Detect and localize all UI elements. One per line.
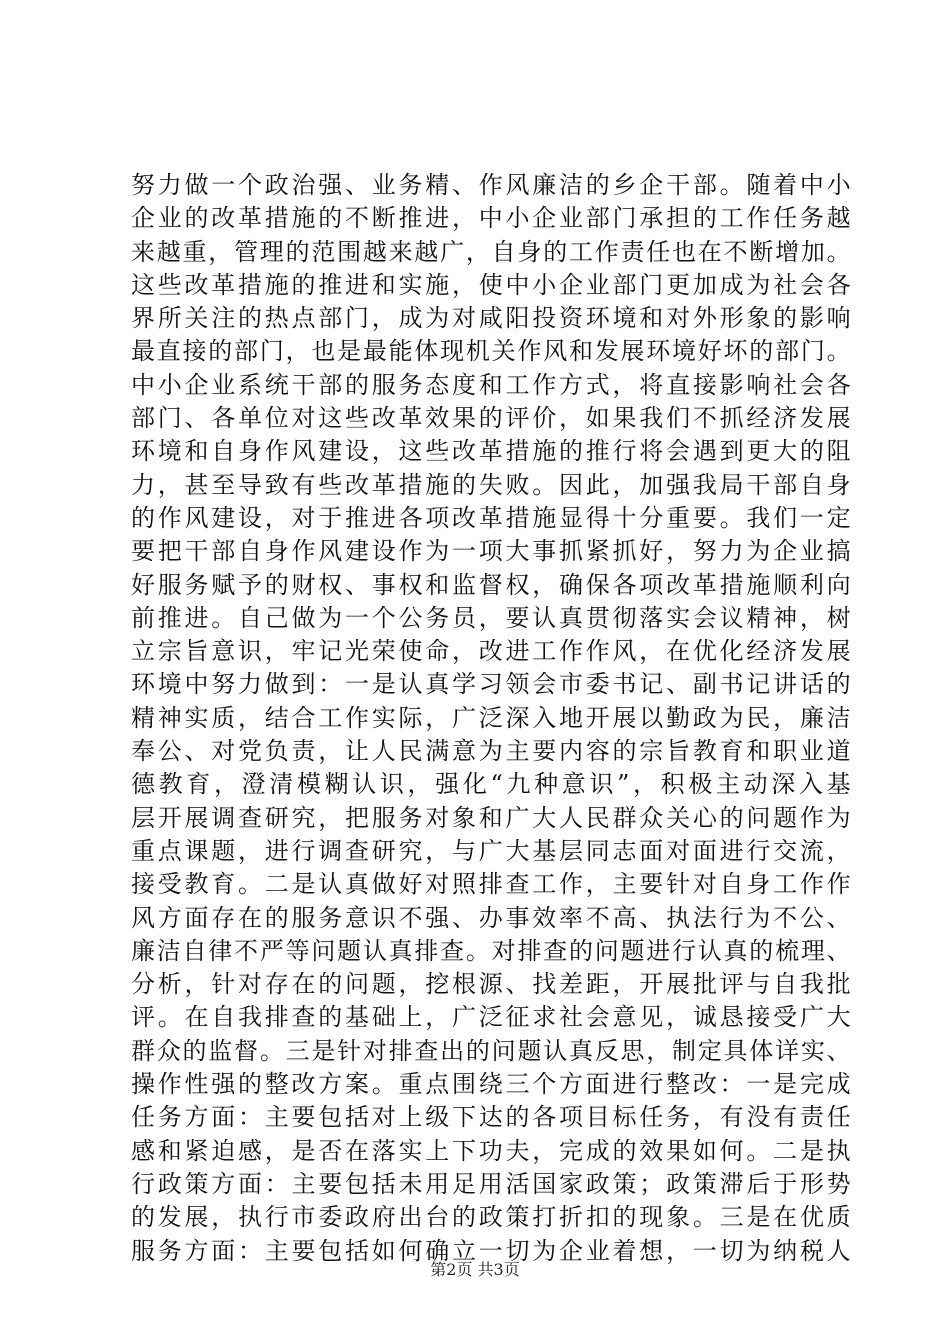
text-line: 群众的监督。三是针对排查出的问题认真反思，制定具体详实、 bbox=[131, 1036, 851, 1065]
page-footer: 第2页 共3页 bbox=[430, 1260, 520, 1279]
text-line: 界所关注的热点部门，成为对咸阳投资环境和对外形象的影响 bbox=[131, 304, 851, 333]
text-line: 中小企业系统干部的服务态度和工作方式，将直接影响社会各 bbox=[131, 370, 851, 399]
text-line: 评。在自我排查的基础上，广泛征求社会意见，诚恳接受广大 bbox=[131, 1003, 851, 1032]
text-line: 这些改革措施的推进和实施，使中小企业部门更加成为社会各 bbox=[131, 270, 851, 299]
text-line: 环境和自身作风建设，这些改革措施的推行将会遇到更大的阻 bbox=[131, 437, 851, 466]
text-line: 企业的改革措施的不断推进，中小企业部门承担的工作任务越 bbox=[131, 204, 851, 233]
text-line: 廉洁自律不严等问题认真排查。对排查的问题进行认真的梳理、 bbox=[131, 936, 851, 965]
text-line: 风方面存在的服务意识不强、办事效率不高、执法行为不公、 bbox=[131, 903, 851, 932]
text-line: 任务方面：主要包括对上级下达的各项目标任务，有没有责任 bbox=[131, 1103, 851, 1132]
text-line: 操作性强的整改方案。重点围绕三个方面进行整改：一是完成 bbox=[131, 1070, 851, 1099]
text-line: 行政策方面：主要包括未用足用活国家政策；政策滞后于形势 bbox=[131, 1169, 851, 1198]
text-line: 服务方面：主要包括如何确立一切为企业着想，一切为纳税人 bbox=[131, 1236, 851, 1265]
text-line: 环境中努力做到：一是认真学习领会市委书记、副书记讲话的 bbox=[131, 670, 851, 699]
text-line: 层开展调查研究，把服务对象和广大人民群众关心的问题作为 bbox=[131, 803, 851, 832]
text-line: 精神实质，结合工作实际，广泛深入地开展以勤政为民，廉洁 bbox=[131, 703, 851, 732]
text-line: 最直接的部门，也是最能体现机关作风和发展环境好坏的部门。 bbox=[131, 337, 851, 366]
text-line: 感和紧迫感，是否在落实上下功夫，完成的效果如何。二是执 bbox=[131, 1136, 851, 1165]
text-line: 的发展，执行市委政府出台的政策打折扣的现象。三是在优质 bbox=[131, 1203, 851, 1232]
text-line: 奉公、对党负责，让人民满意为主要内容的宗旨教育和职业道 bbox=[131, 737, 851, 766]
text-line: 努力做一个政治强、业务精、作风廉洁的乡企干部。随着中小 bbox=[131, 171, 851, 199]
text-line: 立宗旨意识，牢记光荣使命，改进工作作风，在优化经济发展 bbox=[131, 637, 851, 666]
text-line: 部门、各单位对这些改革效果的评价，如果我们不抓经济发展 bbox=[131, 404, 851, 433]
text-line: 的作风建设，对于推进各项改革措施显得十分重要。我们一定 bbox=[131, 503, 851, 532]
text-line: 分析，针对存在的问题，挖根源、找差距，开展批评与自我批 bbox=[131, 970, 851, 999]
text-line: 接受教育。二是认真做好对照排查工作，主要针对自身工作作 bbox=[131, 870, 851, 899]
text-line: 德教育，澄清模糊认识，强化“九种意识”，积极主动深入基 bbox=[131, 770, 851, 799]
text-line: 来越重，管理的范围越来越广，自身的工作责任也在不断增加。 bbox=[131, 237, 851, 266]
text-line: 好服务赋予的财权、事权和监督权，确保各项改革措施顺利向 bbox=[131, 570, 851, 599]
body-text bbox=[131, 169, 851, 1268]
text-line: 要把干部自身作风建设作为一项大事抓紧抓好，努力为企业搞 bbox=[131, 537, 851, 566]
text-line: 重点课题，进行调查研究，与广大基层同志面对面进行交流， bbox=[131, 836, 851, 865]
text-line: 前推进。自己做为一个公务员，要认真贯彻落实会议精神，树 bbox=[131, 603, 851, 632]
text-line: 力，甚至导致有些改革措施的失败。因此，加强我局干部自身 bbox=[131, 470, 851, 499]
